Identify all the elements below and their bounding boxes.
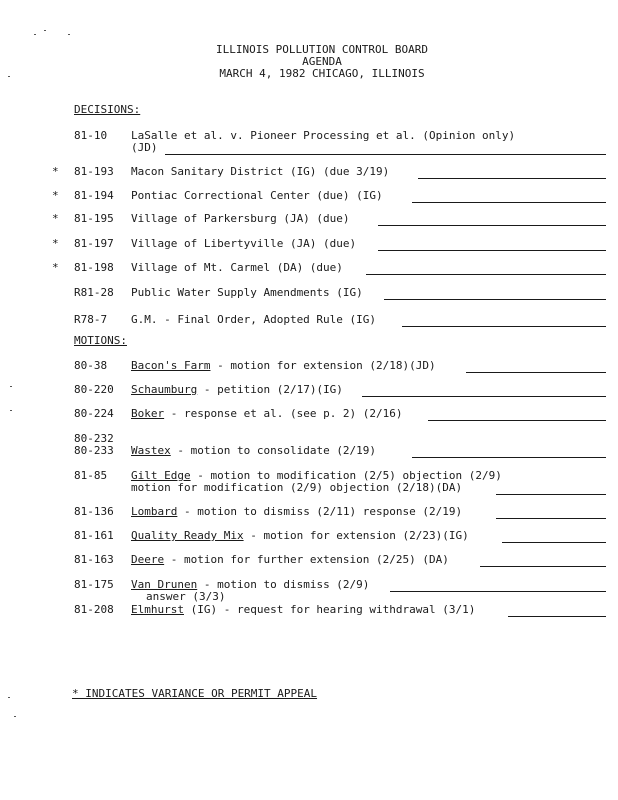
motion-detail: - motion for extension (2/18)(JD) [210, 359, 436, 372]
board-name: ILLINOIS POLLUTION CONTROL BOARD [216, 43, 428, 56]
decision-description-cont: (JD) [131, 141, 158, 154]
blank-line [480, 566, 606, 567]
blank-line [378, 250, 606, 251]
motion-detail: - motion to consolidate (2/19) [170, 444, 377, 457]
docket-number: 80-232 [74, 432, 114, 445]
docket-number: 80-38 [74, 359, 108, 372]
docket-number: 81-175 [74, 578, 114, 591]
party-name: Bacon's Farm [131, 359, 211, 372]
appeal-marker: * [52, 212, 59, 225]
scan-speck [8, 76, 10, 77]
scan-speck [14, 716, 16, 717]
party-name: Wastex [131, 444, 171, 457]
motion-description [131, 530, 469, 542]
motion-detail: - motion for further extension (2/25) (DA) [164, 553, 449, 566]
docket-number: 81-208 [74, 603, 114, 616]
footnote: * INDICATES VARIANCE OR PERMIT APPEAL [72, 687, 318, 700]
docket-number: 81-197 [74, 237, 114, 250]
scan-speck [8, 697, 10, 698]
blank-line [384, 299, 606, 300]
motion-description [131, 384, 343, 396]
blank-line [362, 396, 606, 397]
motion-detail: - motion to dismiss (2/11) response (2/19) [177, 505, 463, 518]
party-name: Gilt Edge [131, 469, 191, 482]
docket-number: 81-161 [74, 529, 114, 542]
motion-detail: - motion to modification (2/5) objection (2/9) [190, 469, 502, 482]
decisions-heading: DECISIONS: [74, 103, 141, 116]
party-name: Lombard [131, 505, 178, 518]
blank-line [412, 457, 606, 458]
motion-description-cont: motion for modification (2/9) objection (2/18)(DA) [131, 481, 463, 494]
blank-line [466, 372, 606, 373]
party-name: Van Drunen [131, 578, 198, 591]
scan-speck [34, 34, 36, 35]
motion-description [131, 554, 449, 566]
agenda-header [0, 44, 618, 80]
blank-line [390, 591, 606, 592]
blank-line [366, 274, 606, 275]
party-name: Quality Ready Mix [131, 529, 244, 542]
motion-description [131, 506, 462, 518]
motion-description [131, 604, 475, 616]
docket-number: 81-85 [74, 469, 108, 482]
party-name: Deere [131, 553, 165, 566]
blank-line [378, 225, 606, 226]
docket-number: 80-224 [74, 407, 114, 420]
blank-line [496, 494, 606, 495]
blank-line [402, 326, 606, 327]
decision-description: Village of Parkersburg (JA) (due) [131, 212, 350, 225]
docket-number: 81-193 [74, 165, 114, 178]
docket-number: 81-163 [74, 553, 114, 566]
decision-description: Village of Mt. Carmel (DA) (due) [131, 261, 343, 274]
appeal-marker: * [52, 237, 59, 250]
docket-number: 80-220 [74, 383, 114, 396]
docket-number: 81-198 [74, 261, 114, 274]
party-name: Boker [131, 407, 165, 420]
motions-heading: MOTIONS: [74, 334, 127, 347]
decision-description: Pontiac Correctional Center (due) (IG) [131, 189, 383, 202]
motion-description [131, 408, 403, 420]
scan-speck [10, 410, 12, 411]
agenda-title: AGENDA [302, 55, 342, 68]
decision-description: Village of Libertyville (JA) (due) [131, 237, 357, 250]
docket-number: 81-194 [74, 189, 114, 202]
docket-number: 80-233 [74, 444, 114, 457]
decision-description: G.M. - Final Order, Adopted Rule (IG) [131, 313, 377, 326]
decision-description: LaSalle et al. v. Pioneer Processing et al. (Opinion only) [131, 129, 516, 142]
docket-number: 81-10 [74, 129, 108, 142]
blank-line [508, 616, 606, 617]
scan-speck [68, 34, 70, 35]
party-name: Elmhurst [131, 603, 184, 616]
scan-speck [44, 30, 46, 31]
party-name: Schaumburg [131, 383, 198, 396]
blank-line [496, 518, 606, 519]
appeal-marker: * [52, 261, 59, 274]
motion-description [131, 445, 376, 457]
docket-number: 81-136 [74, 505, 114, 518]
docket-number: R78-7 [74, 313, 108, 326]
motion-detail: (IG) - request for hearing withdrawal (3/1) [183, 603, 476, 616]
motion-detail: - motion for extension (2/23)(IG) [243, 529, 469, 542]
blank-line [418, 178, 606, 179]
blank-line [412, 202, 606, 203]
scan-speck [10, 386, 12, 387]
blank-line [502, 542, 606, 543]
meeting-date-location: MARCH 4, 1982 CHICAGO, ILLINOIS [219, 67, 425, 80]
motion-detail: - petition (2/17)(IG) [197, 383, 343, 396]
blank-line [165, 154, 606, 155]
motion-description [131, 360, 436, 372]
appeal-marker: * [52, 165, 59, 178]
decision-description: Macon Sanitary District (IG) (due 3/19) [131, 165, 390, 178]
appeal-marker: * [52, 189, 59, 202]
blank-line [428, 420, 606, 421]
motion-detail: - motion to dismiss (2/9) [197, 578, 370, 591]
motion-description-cont: answer (3/3) [146, 590, 226, 603]
motion-detail: - response et al. (see p. 2) (2/16) [164, 407, 403, 420]
decision-description: Public Water Supply Amendments (IG) [131, 286, 363, 299]
docket-number: R81-28 [74, 286, 114, 299]
docket-number: 81-195 [74, 212, 114, 225]
